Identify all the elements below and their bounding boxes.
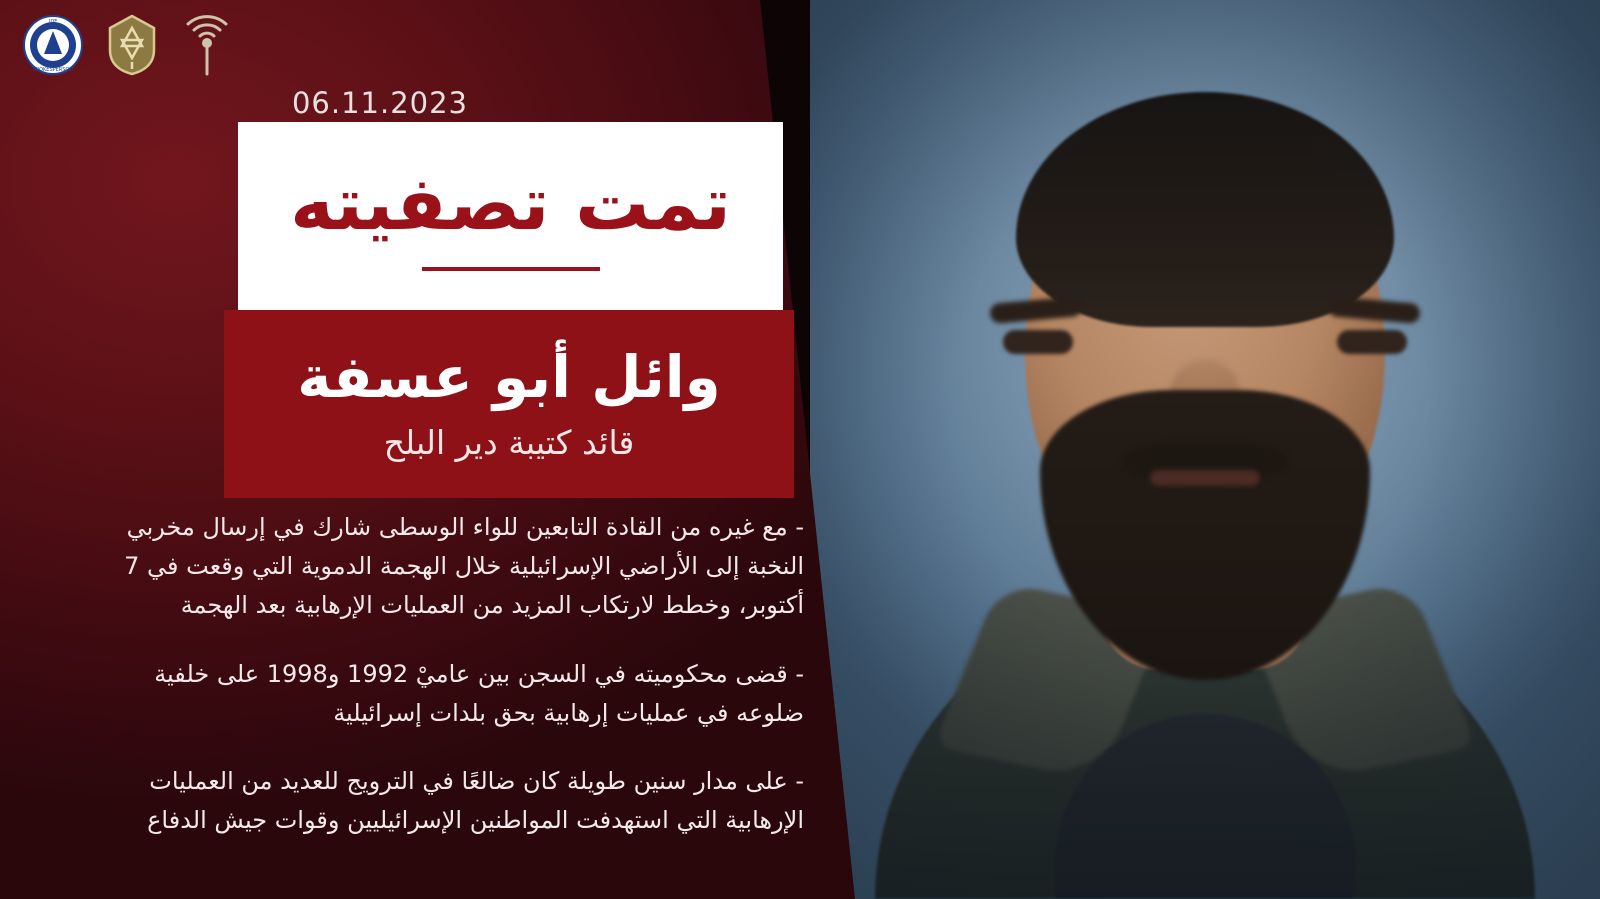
neck-shape xyxy=(1100,470,1310,670)
subject-portrait-figure xyxy=(885,0,1525,899)
body-paragraph: - على مدار سنين طويلة كان ضالعًا في الترويج للعديد من العمليات الإرهابية التي استهدفت المواطنين الإسرائيليين وقوات جيش الدفاع xyxy=(147,767,804,835)
subject-photo xyxy=(810,0,1600,899)
svg-text:SPOKESPERSON: SPOKESPERSON xyxy=(32,67,74,73)
shoulders-shape xyxy=(875,599,1535,899)
eyebrow-right xyxy=(1327,296,1420,324)
eye-left xyxy=(1003,330,1073,354)
hair-shape xyxy=(1016,92,1394,327)
eyebrow-left xyxy=(989,296,1082,324)
svg-text:IDF: IDF xyxy=(48,19,58,25)
logo-row xyxy=(22,14,234,76)
radio-broadcast-icon xyxy=(180,14,234,76)
mouth-shape xyxy=(1150,470,1260,486)
headline-text: تمت تصفيته xyxy=(290,161,731,247)
subject-name: وائل أبو عسفة xyxy=(297,342,721,411)
idf-emblem-icon xyxy=(106,14,158,76)
jacket-collar-right xyxy=(1244,581,1477,781)
idf-spokesperson-seal-icon xyxy=(22,14,84,76)
body-text xyxy=(92,508,804,840)
beard-shape xyxy=(1040,390,1370,680)
name-block xyxy=(224,310,794,498)
body-paragraph: - قضى محكوميته في السجن بين عاميْ 1992 و1998 على خلفية ضلوعه في عمليات إرهابية بحق بلدات إسرائيلية xyxy=(154,659,804,727)
nose-shape xyxy=(1170,360,1240,470)
headline-divider xyxy=(422,267,600,271)
body-paragraph: - مع غيره من القادة التابعين للواء الوسطى شارك في إرسال مخربي النخبة إلى الأراضي الإسرائيلية خلال الهجمة الدموية التي وقعت في 7 أكتوبر، وخطط لارتكاب المزيد من العمليات الإرهابية بعد الهجمة xyxy=(124,513,804,619)
publication-date: 06.11.2023 xyxy=(291,86,469,120)
eye-right xyxy=(1337,330,1407,354)
jacket-collar-left xyxy=(934,581,1167,781)
subject-role: قائد كتيبة دير البلح xyxy=(383,423,635,463)
head-shape xyxy=(1025,110,1385,580)
headline-block xyxy=(238,122,783,310)
moustache-shape xyxy=(1123,442,1288,484)
shirt-shape xyxy=(1055,714,1355,899)
